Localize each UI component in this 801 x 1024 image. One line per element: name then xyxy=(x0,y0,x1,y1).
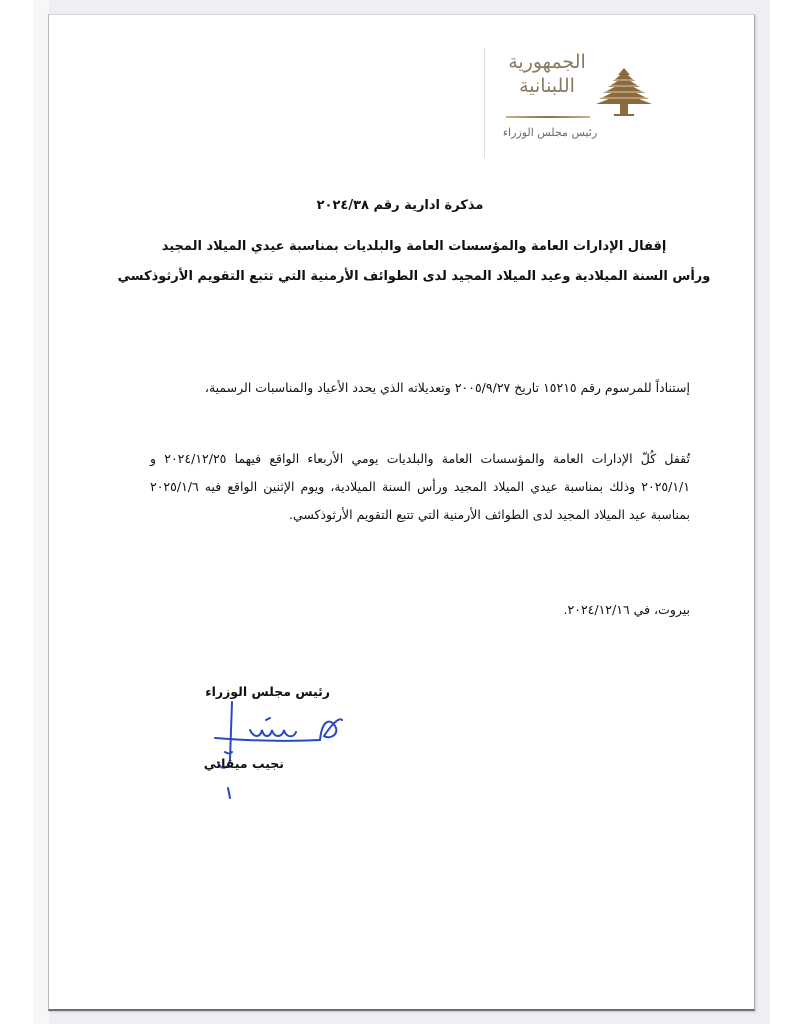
handwritten-signature xyxy=(170,690,350,800)
signatory-title: رئيس مجلس الوزراء xyxy=(205,684,330,699)
letterhead-country-line-1: الجمهورية xyxy=(508,51,586,73)
memo-subject xyxy=(104,232,724,292)
memo-subject-line-1: إقفال الإدارات العامة والمؤسسات العامة والبلديات بمناسبة عيدي الميلاد المجيد xyxy=(161,239,667,254)
memo-subject-line-2: ورأس السنة الميلادية وعيد الميلاد المجيد لدى الطوائف الأرمنية التي تتبع التقويم الأرثوذكسي xyxy=(117,269,711,284)
letterhead xyxy=(484,44,694,164)
body-paragraph-2: تُقفل كُلّ الإدارات العامة والمؤسسات العامة والبلديات يومي الأربعاء الواقع فيهما ٢٠٢٤/١٢/٢٥ و ٢٠٢٥/١/١ وذلك بمناسبة عيدي الميلاد المجيد ورأس السنة الميلادية، ويوم الإثنين الواقع فيه ٢٠٢٥/١/٦ بمناسبة عيد الميلاد المجيد لدى الطوائف الأرمنية التي تتبع التقويم الأرثوذكسي. xyxy=(150,451,690,522)
letterhead-divider xyxy=(484,48,485,158)
place-date: بيروت، في ٢٠٢٤/١٢/١٦. xyxy=(563,602,690,617)
letterhead-country-line-2: اللبنانية xyxy=(519,75,575,97)
letterhead-rule xyxy=(506,116,590,118)
cedar-tree-icon xyxy=(594,66,654,118)
letterhead-country xyxy=(492,50,602,98)
signature-block xyxy=(150,680,350,800)
signatory-name: نجيب ميقاتي xyxy=(203,756,284,771)
memo-title: مذكرة ادارية رقم ٢٠٢٤/٣٨ xyxy=(316,198,484,213)
letterhead-office: رئيس مجلس الوزراء xyxy=(502,126,598,139)
scan-margin xyxy=(33,0,49,1024)
body-paragraph-1: إستناداً للمرسوم رقم ١٥٢١٥ تاريخ ٢٠٠٥/٩/٢٧ وتعديلاته الذي يحدد الأعياد والمناسبات الرسمية، xyxy=(204,380,690,395)
